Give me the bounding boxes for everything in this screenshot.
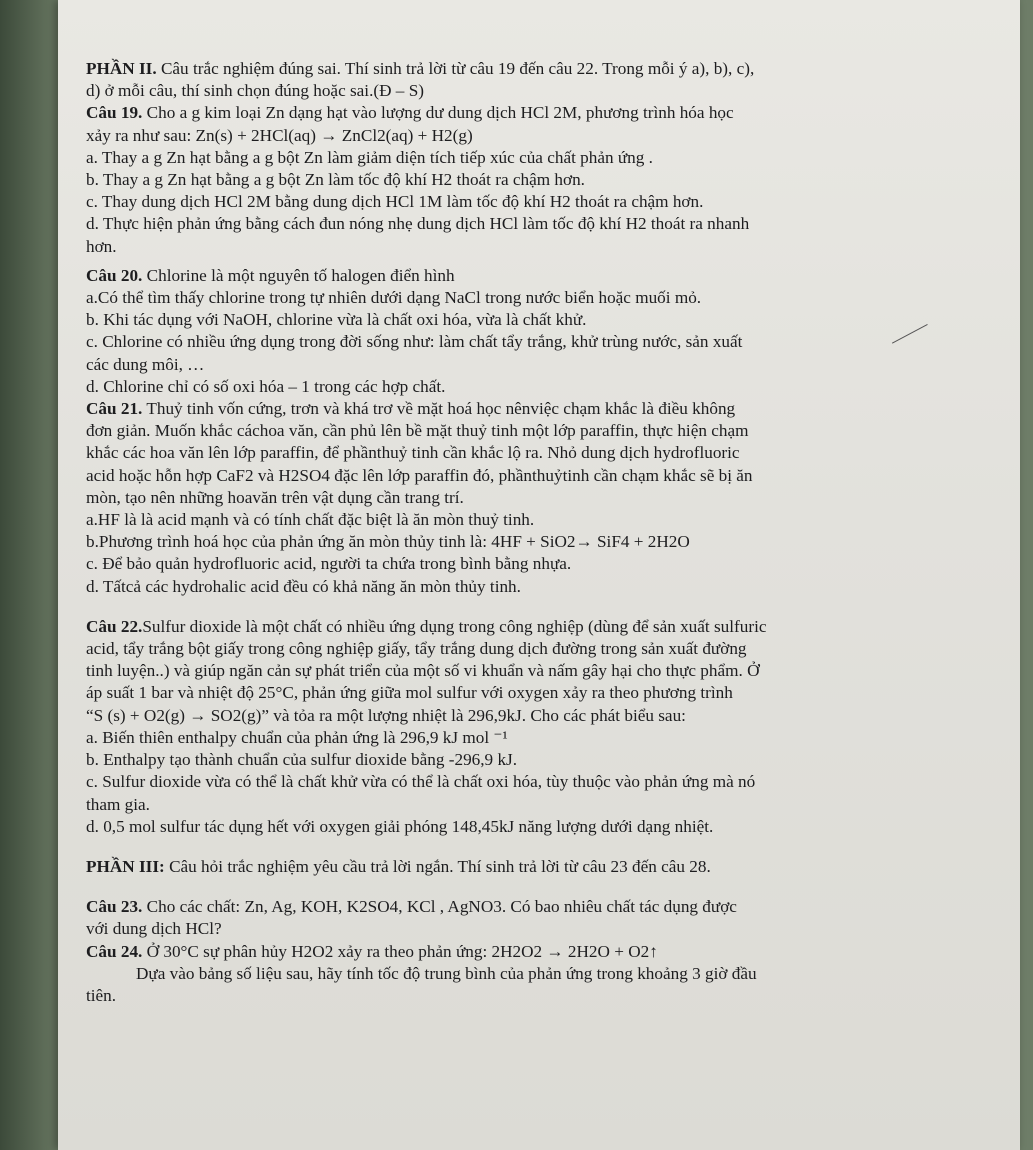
q24-stem-line3: tiên. xyxy=(86,985,117,1005)
q22-stem-line4: áp suất 1 bar và nhiệt độ 25°C, phản ứng giữa mol sulfur với oxygen xảy ra theo phương trình xyxy=(86,683,733,703)
q22-option-a: a. Biến thiên enthalpy chuẩn của phản ứng là 296,9 kJ mol ⁻¹ xyxy=(86,727,508,747)
q24-stem: Câu 24. Ở 30°C sự phân hủy H2O2 xảy ra theo phản ứng: 2H2O2 → 2H2O + O2↑ xyxy=(86,941,658,961)
q21-stem-line3: khắc các hoa văn lên lớp paraffin, để phầnthuỷ tinh cần khắc lộ ra. Nhỏ dung dịch hydrofluoric xyxy=(86,443,740,463)
q19-stem: Câu 19. Cho a g kim loại Zn dạng hạt vào lượng dư dung dịch HCl 2M, phương trình hóa học xyxy=(86,103,734,123)
q22-option-b: b. Enthalpy tạo thành chuẩn của sulfur dioxide bằng -296,9 kJ. xyxy=(86,750,518,770)
q22-option-c: c. Sulfur dioxide vừa có thể là chất khử vừa có thể là chất oxi hóa, tùy thuộc vào phản ứng mà nó xyxy=(86,772,756,792)
q21-stem-line4: acid hoặc hỗn hợp CaF2 và H2SO4 đặc lên lớp paraffin đó, phầnthuỷtinh cần chạm khắc sẽ bị ăn xyxy=(86,465,753,485)
q20-stem: Câu 20. Chlorine là một nguyên tố halogen điển hình xyxy=(86,265,455,285)
q22-stem-line5: “S (s) + O2(g) → SO2(g)” và tỏa ra một lượng nhiệt là 296,9kJ. Cho các phát biểu sau: xyxy=(86,705,686,725)
q23-stem: Câu 23. Cho các chất: Zn, Ag, KOH, K2SO4, KCl , AgNO3. Có bao nhiêu chất tác dụng được xyxy=(86,897,737,917)
q22-option-d: d. 0,5 mol sulfur tác dụng hết với oxygen giải phóng 148,45kJ năng lượng dưới dạng nhiệt. xyxy=(86,816,714,836)
q19-option-c: c. Thay dung dịch HCl 2M bằng dung dịch HCl 1M làm tốc độ khí H2 thoát ra chậm hơn. xyxy=(86,192,704,212)
q20-option-a: a.Có thể tìm thấy chlorine trong tự nhiên dưới dạng NaCl trong nước biển hoặc muối mỏ. xyxy=(86,288,702,308)
q22-stem-line2: acid, tẩy trắng bột giấy trong công nghiệp giấy, tẩy trắng dung dịch đường trong sản xuất đường xyxy=(86,639,747,659)
q21-option-c: c. Để bảo quản hydrofluoric acid, người ta chứa trong bình bằng nhựa. xyxy=(86,554,572,574)
q19-option-d: d. Thực hiện phản ứng bằng cách đun nóng nhẹ dung dịch HCl làm tốc độ khí H2 thoát ra nhanh xyxy=(86,214,750,234)
q19-option-b: b. Thay a g Zn hạt bằng a g bột Zn làm tốc độ khí H2 thoát ra chậm hơn. xyxy=(86,170,585,190)
part3-header: PHẦN III: Câu hỏi trắc nghiệm yêu cầu trả lời ngắn. Thí sinh trả lời từ câu 23 đến câu 28. xyxy=(86,856,711,876)
q22-stem-line3: tinh luyện..) và giúp ngăn cản sự phát triển của một số vi khuẩn và nấm gây hại cho thực phẩm. Ở xyxy=(86,661,760,681)
exam-page-content xyxy=(86,58,966,1007)
q22-stem: Câu 22.Sulfur dioxide là một chất có nhiều ứng dụng trong công nghiệp (dùng để sản xuất sulfuric xyxy=(86,616,767,636)
part2-header: PHẦN II. Câu trắc nghiệm đúng sai. Thí sinh trả lời từ câu 19 đến câu 22. Trong mỗi ý a), b), c), xyxy=(86,59,755,78)
q21-stem: Câu 21. Thuỷ tinh vốn cứng, trơn và khá trơ về mặt hoá học nênviệc chạm khắc là điều không xyxy=(86,399,736,419)
part2-header-line2: d) ở mỗi câu, thí sinh chọn đúng hoặc sai.(Đ – S) xyxy=(86,81,424,101)
q20-option-b: b. Khi tác dụng với NaOH, chlorine vừa là chất oxi hóa, vừa là chất khử. xyxy=(86,310,587,330)
q20-option-d: d. Chlorine chỉ có số oxi hóa – 1 trong các hợp chất. xyxy=(86,376,446,396)
q23-stem-line2: với dung dịch HCl? xyxy=(86,919,222,939)
q19-equation: xảy ra như sau: Zn(s) + 2HCl(aq) → ZnCl2(aq) + H2(g) xyxy=(86,125,473,145)
q21-stem-line5: mòn, tạo nên những hoavăn trên vật dụng cần trang trí. xyxy=(86,487,464,507)
q21-option-a: a.HF là là acid mạnh và có tính chất đặc biệt là ăn mòn thuỷ tinh. xyxy=(86,510,535,530)
q21-option-d: d. Tấtcả các hydrohalic acid đều có khả năng ăn mòn thủy tinh. xyxy=(86,576,521,596)
q20-option-c-cont: các dung môi, … xyxy=(86,354,205,374)
q19-option-d-cont: hơn. xyxy=(86,236,117,256)
q19-option-a: a. Thay a g Zn hạt bằng a g bột Zn làm giảm diện tích tiếp xúc của chất phản ứng . xyxy=(86,147,653,167)
q21-stem-line2: đơn giản. Muốn khắc cáchoa văn, cần phủ lên bề mặt thuỷ tinh một lớp paraffin, thực hiện chạm xyxy=(86,421,749,441)
q21-option-b: b.Phương trình hoá học của phản ứng ăn mòn thủy tinh là: 4HF + SiO2→ SiF4 + 2H2O xyxy=(86,532,690,552)
q20-option-c: c. Chlorine có nhiều ứng dụng trong đời sống như: làm chất tẩy trắng, khử trùng nước, sản xuất xyxy=(86,332,743,352)
q24-stem-line2: Dựa vào bảng số liệu sau, hãy tính tốc độ trung bình của phản ứng trong khoảng 3 giờ đầu xyxy=(136,963,757,983)
q22-option-c-cont: tham gia. xyxy=(86,794,150,814)
